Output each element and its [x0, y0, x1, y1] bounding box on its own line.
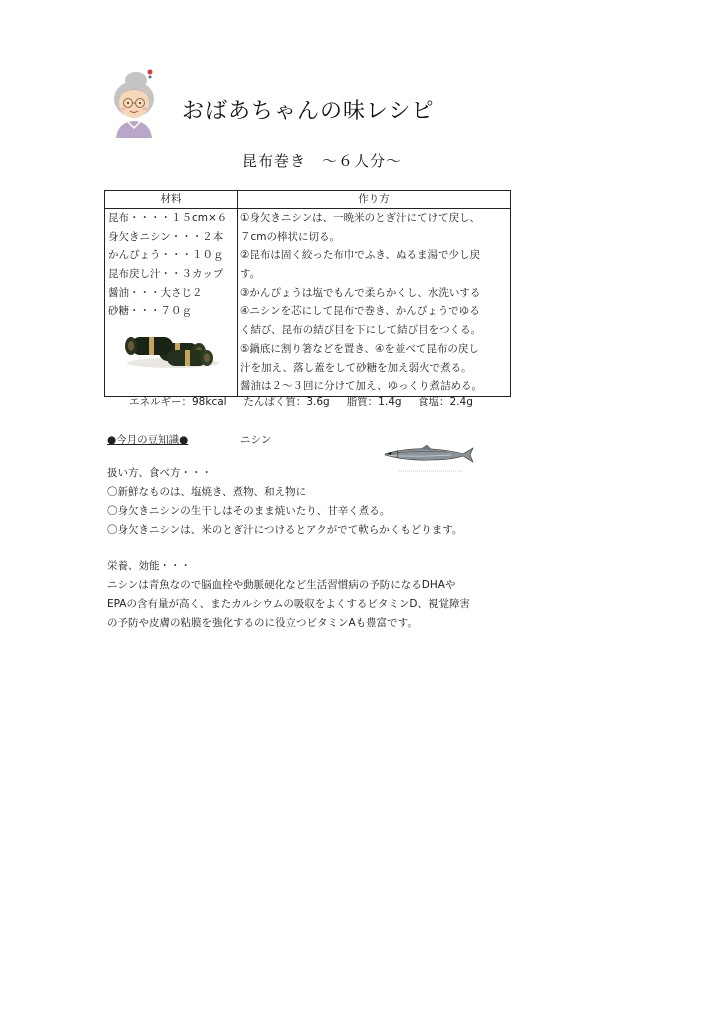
nutrition-line: の予防や皮膚の粘膜を強化するのに役立つビタミンAも豊富です。	[107, 617, 418, 629]
step-line: ③かんぴょうは塩でもんで柔らかくし、水洗いする	[240, 286, 481, 299]
trivia-heading-text: ●今月の豆知識●	[107, 434, 189, 446]
steps-header: 作り方	[238, 191, 511, 209]
page-title: おばあちゃんの味レシピ	[182, 99, 435, 124]
energy-value: エネルギー：98kcal	[129, 396, 227, 408]
handling-line: 〇身欠きニシンは、米のとぎ汁につけるとアクがでて軟らかくもどります。	[107, 524, 463, 536]
nutrition-line: EPAの含有量が高く、またカルシウムの吸収をよくするビタミンD、視覚障害	[107, 598, 470, 610]
ingredient-item: かんぴょう・・・１０ｇ	[108, 249, 224, 262]
nutrition-info	[129, 394, 473, 409]
handling-line: 〇新鮮なものは、塩焼き、煮物、和え物に	[107, 486, 307, 498]
ingredient-item: 身欠きニシン・・・２本	[108, 230, 224, 243]
step-line: ７cmの棒状に切る。	[240, 230, 341, 243]
salt-value: 食塩：2.4g	[418, 396, 473, 408]
recipe-table	[104, 190, 511, 397]
ingredient-item: 砂糖・・・７０ｇ	[108, 305, 192, 318]
steps-cell	[238, 209, 511, 397]
step-line: ⑤鍋底に割り箸などを置き、④を並べて昆布の戻し	[240, 342, 479, 355]
nutrition-heading: 栄養、効能・・・	[107, 560, 191, 572]
step-line: ②昆布は固く絞った布巾でふき、ぬるま湯で少し戻	[240, 249, 480, 262]
ingredients-cell	[105, 209, 238, 397]
step-line: ①身欠きニシンは、一晩米のとぎ汁にてけて戻し、	[240, 212, 481, 224]
fish-name: ニシン	[240, 434, 272, 446]
ingredient-item: 昆布戻し汁・・３カップ	[108, 268, 224, 281]
step-line: ④ニシンを芯にして昆布で巻き、かんぴょうでゆる	[240, 305, 480, 318]
ingredient-item: 醤油・・・大さじ２	[108, 286, 203, 299]
step-line: 汁を加え、落し蓋をして砂糖を加え弱火で煮る。	[240, 361, 472, 374]
step-line: す。	[240, 268, 261, 281]
ingredient-item: 昆布・・・・１５cm×６	[108, 212, 228, 224]
protein-value: たんぱく質：3.6g	[243, 396, 330, 408]
grandma-icon	[106, 66, 162, 138]
kombu-roll-image	[123, 333, 223, 371]
ingredients-header: 材料	[105, 191, 238, 209]
handling-heading: 扱い方、食べ方・・・	[107, 467, 212, 479]
herring-image	[381, 440, 475, 474]
handling-line: 〇身欠きニシンの生干しはそのまま焼いたり、甘辛く煮る。	[107, 505, 391, 517]
nutrition-line: ニシンは青魚なので脳血栓や動脈硬化など生活習慣病の予防になるDHAや	[107, 579, 456, 591]
fat-value: 脂質：1.4g	[346, 396, 402, 408]
step-line: く結び、昆布の結び目を下にして結び目をつくる。	[240, 324, 482, 337]
trivia-heading	[107, 432, 188, 447]
recipe-subtitle: 昆布巻き ～６人分～	[242, 152, 403, 170]
step-line: 醤油は２～３回に分けて加え、ゆっくり煮詰める。	[240, 380, 483, 393]
